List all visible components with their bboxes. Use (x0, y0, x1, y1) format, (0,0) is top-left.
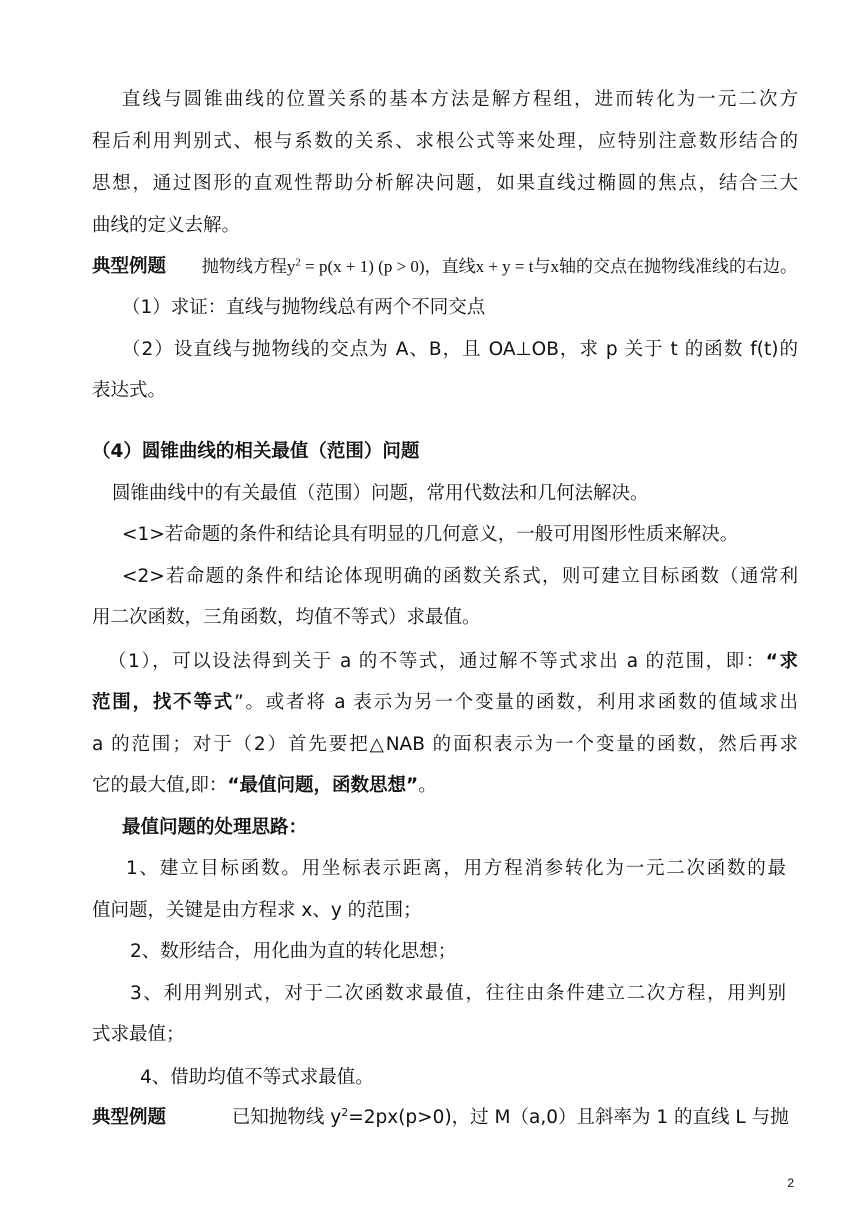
approach-item-4: 4、借助均值不等式求最值。 (140, 1067, 374, 1088)
example-2-label: 典型例题 (92, 1107, 167, 1128)
approach-item-1-line-1: 1、建立目标函数。用坐标表示距离，用方程消参转化为一元二次函数的最 (126, 858, 786, 879)
approach-heading: 最值问题的处理思路： (122, 817, 308, 838)
intro-line-1: 直线与圆锥曲线的位置关系的基本方法是解方程组，进而转化为一元二次方 (122, 89, 798, 110)
approach-item-2: 2、数形结合，用化曲为直的转化思想； (130, 941, 457, 962)
example-1-question-2-line-1: （2）设直线与抛物线的交点为 A、B，且 OA⊥OB，求 p 关于 t 的函数 f(t)的 (122, 339, 798, 360)
intro-line-4: 曲线的定义去解。 (92, 215, 241, 236)
section-4-paragraph-4-line-3: a 的范围；对于（2）首先要把△NAB 的面积表示为一个变量的函数，然后再求 (92, 734, 798, 755)
approach-item-1-line-2: 值问题，关键是由方程求 x、y 的范围； (92, 900, 422, 921)
intro-line-3: 思想，通过图形的直观性帮助分析解决问题，如果直线过椭圆的焦点，结合三大 (92, 173, 798, 194)
approach-item-3-line-1: 3、利用判别式，对于二次函数求最值，往往由条件建立二次方程，用判别 (130, 983, 786, 1004)
example-2 (92, 1104, 798, 1132)
intro-line-2: 程后利用判别式、根与系数的关系、求根公式等来处理，应特别注意数形结合的 (92, 131, 798, 152)
section-4-heading: （4）圆锥曲线的相关最值（范围）问题 (92, 441, 420, 462)
page-number: 2 (787, 1176, 794, 1190)
section-4-paragraph-2: <1>若命题的条件和结论具有明显的几何意义，一般可用图形性质来解决。 (122, 524, 739, 545)
example-1 (92, 253, 798, 281)
example-1-question-2-line-2: 表达式。 (92, 380, 167, 401)
section-4-paragraph-4-line-2: 范围，找不等式”。或者将 a 表示为另一个变量的函数，利用求函数的值域求出 (92, 692, 798, 713)
section-4-paragraph-3-line-1: <2>若命题的条件和结论体现明确的函数关系式，则可建立目标函数（通常利 (122, 566, 798, 587)
approach-item-3-line-2: 式求最值； (92, 1024, 185, 1045)
example-1-label: 典型例题 (92, 256, 167, 277)
section-4-paragraph-1: 圆锥曲线中的有关最值（范围）问题，常用代数法和几何法解决。 (112, 483, 649, 504)
example-1-text: 抛物线方程$y^2 = p(x + 1) (p > 0)$，直线x + y = t与x轴的交点在抛物线准线的右边。 (201, 256, 797, 276)
example-1-question-1: （1）求证：直线与抛物线总有两个不同交点 (122, 297, 486, 318)
section-4-paragraph-4-line-4: 它的最大值,即：“最值问题，函数思想”。 (92, 775, 437, 796)
section-4-paragraph-4-line-1: （1），可以设法得到关于 a 的不等式，通过解不等式求出 a 的范围，即：“求 (108, 651, 798, 672)
example-2-text: 已知抛物线 $y^2=2px(p>0)$，过 M（a,0）且斜率为 1 的直线 L 与抛 (231, 1105, 789, 1128)
section-4-paragraph-3-line-2: 用二次函数，三角函数，均值不等式）求最值。 (92, 607, 481, 628)
